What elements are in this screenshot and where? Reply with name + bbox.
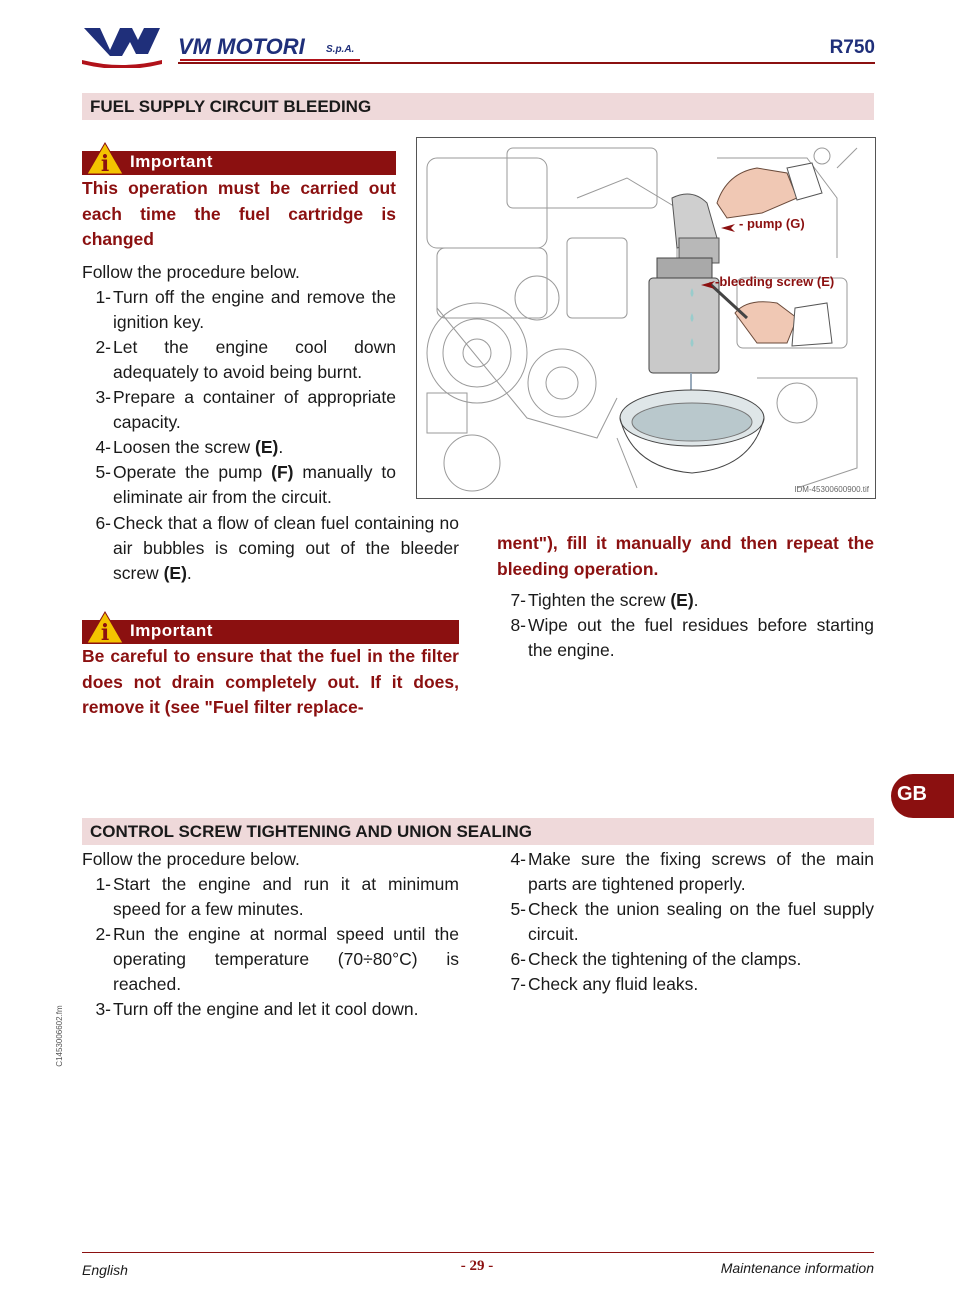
important-text-2: Be careful to ensure that the fuel in the filter does not drain completely out. If it does, remove it (see "Fuel filter replace- (82, 646, 459, 717)
list-item: 6- Check that a flow of clean fuel containing no air bubbles is coming out of the bleeder screw (E). (95, 513, 459, 583)
section-title-2: CONTROL SCREW TIGHTENING AND UNION SEALING (90, 822, 532, 841)
procedure-steps-e (497, 847, 874, 997)
list-item: 7- Tighten the screw (E). (510, 590, 699, 610)
list-item: 1- Turn off the engine and remove the ignition key. (95, 287, 396, 332)
procedure-intro: Follow the procedure below. (82, 262, 300, 282)
section-title-bar-2 (82, 818, 874, 845)
engine-figure (416, 137, 876, 499)
list-item: 8- Wipe out the fuel residues before starting the engine. (510, 615, 874, 660)
page-number: - 29 - (460, 1258, 494, 1274)
header-rule (178, 62, 875, 64)
figure-id: IDM-45300600900.tif (794, 485, 869, 494)
procedure-intro-2: Follow the procedure below. (82, 849, 300, 869)
list-item: 3- Prepare a container of appropriate capacity. (95, 387, 396, 432)
list-item: 4- Loosen the screw (E). (95, 437, 284, 457)
svg-text:i: i (100, 620, 110, 644)
list-item: 2- Run the engine at normal speed until the operating temperature (70÷80°C) is reached. (95, 924, 459, 994)
list-item: 3- Turn off the engine and let it cool down. (95, 999, 419, 1019)
footer-language: English (82, 1262, 128, 1278)
callout-bleeding-screw: -bleeding screw (E) (715, 274, 835, 289)
footer-rule (82, 1252, 874, 1253)
procedure-steps-d (82, 872, 459, 1022)
header (80, 26, 875, 68)
language-tab (891, 774, 954, 818)
container-icon (620, 390, 764, 473)
procedure-steps-a (82, 285, 396, 510)
brand-underline (180, 59, 360, 61)
important-label: Important (130, 152, 213, 171)
brand-suffix: S.p.A. (326, 44, 355, 55)
important-banner-2 (82, 620, 459, 644)
brand-name: VM MOTORI (178, 34, 305, 59)
important-banner (82, 151, 396, 175)
engine-illustration (417, 138, 875, 498)
list-item: 5- Check the union sealing on the fuel supply circuit. (510, 899, 874, 944)
section-title: FUEL SUPPLY CIRCUIT BLEEDING (90, 97, 372, 116)
vm-logo-icon (80, 26, 164, 68)
list-item: 1- Start the engine and run it at minimum speed for a few minutes. (95, 874, 459, 919)
procedure-steps-c (497, 588, 874, 663)
list-item: 6- Check the tightening of the clamps. (510, 949, 802, 969)
important-text-continued: ment"), fill it manually and then repeat the bleeding operation. (497, 533, 874, 579)
list-item: 4- Make sure the fixing screws of the main parts are tightened properly. (510, 849, 874, 894)
callout-pump: - pump (G) (739, 216, 805, 231)
procedure-steps-b (82, 511, 459, 586)
language-tab-label: GB (897, 783, 927, 805)
warning-icon (86, 611, 124, 644)
list-item: 5- Operate the pump (F) manually to eliminate air from the circuit. (95, 462, 396, 507)
hand-icon (709, 163, 835, 346)
important-text: This operation must be carried out each time the fuel cartridge is changed (82, 178, 396, 249)
important-label: Important (130, 621, 213, 640)
footer-section: Maintenance information (720, 1260, 874, 1276)
list-item: 7- Check any fluid leaks. (510, 974, 699, 994)
svg-text:i: i (100, 151, 110, 175)
section-title-bar (82, 93, 874, 120)
document-code: C1453006602.fm (55, 1005, 64, 1067)
warning-icon (86, 142, 124, 175)
model-label: R750 (829, 37, 875, 58)
fuel-pump-icon (672, 194, 719, 263)
list-item: 2- Let the engine cool down adequately to avoid being burnt. (95, 337, 396, 382)
